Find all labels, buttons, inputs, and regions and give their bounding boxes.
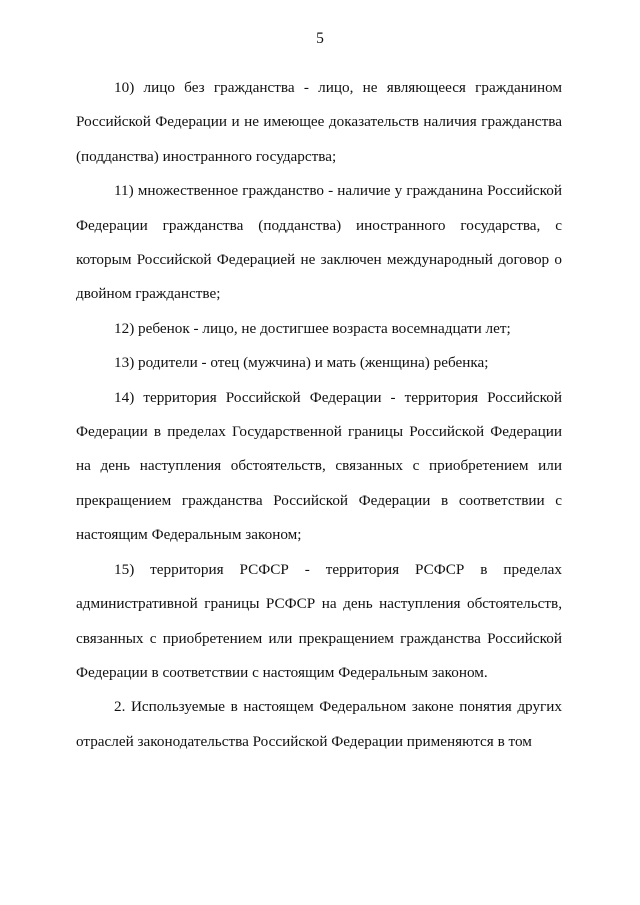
paragraph-item-13: 13) родители - отец (мужчина) и мать (женщина) ребенка; [114,354,489,372]
paragraph-section-2: 2. Используемые в настоящем Федеральном законе понятия других отраслей законодательства Российской Федерации применяются в том [76,698,562,750]
paragraph-item-15: 15) территория РСФСР - территория РСФСР в пределах административной границы РСФСР на день наступления обстоятельств, связанных с приобретением или прекращением гражданства Российской Федерации в соответствии с настоящим Федеральным законом. [76,560,562,681]
paragraph-item-10: 10) лицо без гражданства - лицо, не являющееся гражданином Российской Федерации и не имеющее доказательств наличия гражданства (подданства) иностранного государства; [76,79,562,165]
paragraph-item-12: 12) ребенок - лицо, не достигшее возраста восемнадцати лет; [114,319,511,337]
paragraph-item-11: 11) множественное гражданство - наличие у гражданина Российской Федерации гражданства (подданства) иностранного государства, с которым Российской Федерацией не заключен международный договор о двойном гражданстве; [76,182,562,303]
paragraph-item-14: 14) территория Российской Федерации - территория Российской Федерации в пределах Государственной границы Российской Федерации на день наступления обстоятельств, связанных с приобретением или прекращением гражданства Российской Федерации в соответствии с настоящим Федеральным законом; [76,388,562,544]
page-number: 5 [316,30,324,47]
document-body [76,71,562,759]
